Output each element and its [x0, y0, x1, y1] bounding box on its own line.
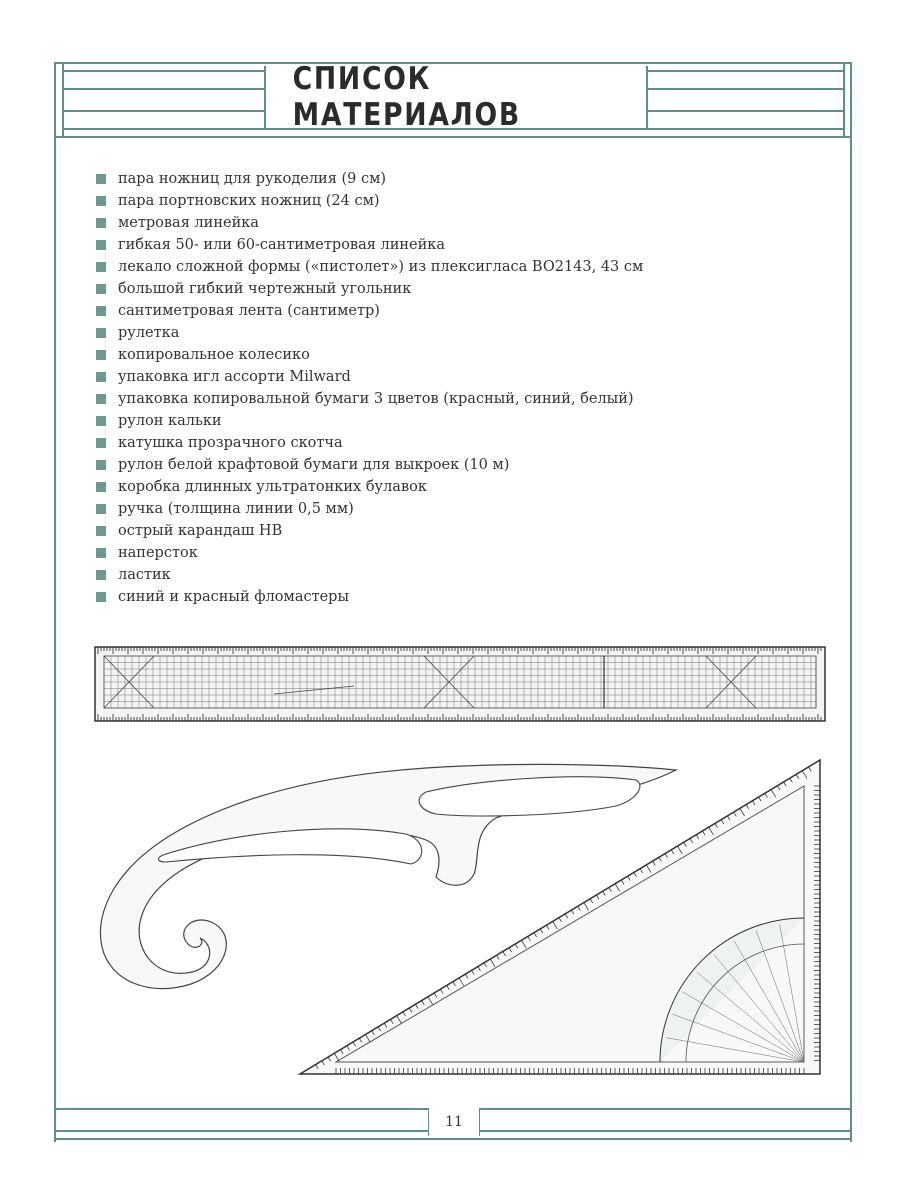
- frame-left-inner-line: [62, 62, 64, 138]
- bullet-icon: [96, 482, 106, 492]
- frame-top-line-5: [62, 110, 264, 112]
- bullet-icon: [96, 196, 106, 206]
- list-item: синий и красный фломастеры: [96, 586, 643, 608]
- bullet-icon: [96, 548, 106, 558]
- list-item: большой гибкий чертежный угольник: [96, 278, 643, 300]
- list-item: ластик: [96, 564, 643, 586]
- list-item: ручка (толщина линии 0,5 мм): [96, 498, 643, 520]
- list-item: пара ножниц для рукоделия (9 см): [96, 168, 643, 190]
- bullet-icon: [96, 460, 106, 470]
- bullet-icon: [96, 240, 106, 250]
- list-item: упаковка игл ассорти Milward: [96, 366, 643, 388]
- frame-top-line-6: [644, 110, 844, 112]
- header-box: [264, 61, 648, 133]
- list-item: наперсток: [96, 542, 643, 564]
- list-item: рулон белой крафтовой бумаги для выкроек (10 м): [96, 454, 643, 476]
- bullet-icon: [96, 438, 106, 448]
- list-item: упаковка копировальной бумаги 3 цветов (красный, синий, белый): [96, 388, 643, 410]
- list-item: сантиметровая лента (сантиметр): [96, 300, 643, 322]
- frame-top-line-3: [62, 88, 264, 90]
- page-number: 11: [445, 1114, 463, 1130]
- materials-list: [96, 168, 643, 608]
- bullet-icon: [96, 416, 106, 426]
- ruler-illustration: [94, 646, 826, 722]
- frame-top-line-4: [644, 88, 844, 90]
- list-item: гибкая 50- или 60-сантиметровая линейка: [96, 234, 643, 256]
- list-item: коробка длинных ультратонких булавок: [96, 476, 643, 498]
- bullet-icon: [96, 504, 106, 514]
- frame-right-inner-line: [843, 62, 845, 138]
- list-item: рулетка: [96, 322, 643, 344]
- bullet-icon: [96, 218, 106, 228]
- frame-right-line: [850, 62, 852, 1142]
- bullet-icon: [96, 592, 106, 602]
- bullet-icon: [96, 262, 106, 272]
- list-item: пара портновских ножниц (24 см): [96, 190, 643, 212]
- bullet-icon: [96, 328, 106, 338]
- frame-left-line: [54, 62, 56, 1142]
- bullet-icon: [96, 570, 106, 580]
- list-item: лекало сложной формы («пистолет») из плексигласа BO2143, 43 см: [96, 256, 643, 278]
- list-item: катушка прозрачного скотча: [96, 432, 643, 454]
- list-item: копировальное колесико: [96, 344, 643, 366]
- bullet-icon: [96, 526, 106, 536]
- page-title: СПИСОК МАТЕРИАЛОВ: [292, 61, 521, 133]
- list-item: острый карандаш HB: [96, 520, 643, 542]
- bullet-icon: [96, 174, 106, 184]
- bullet-icon: [96, 372, 106, 382]
- bullet-icon: [96, 350, 106, 360]
- frame-bottom-line-3: [54, 1138, 852, 1140]
- list-item: рулон кальки: [96, 410, 643, 432]
- bullet-icon: [96, 306, 106, 316]
- page-number-box: [428, 1108, 480, 1136]
- list-item: метровая линейка: [96, 212, 643, 234]
- bullet-icon: [96, 394, 106, 404]
- triangle-protractor-illustration: [296, 756, 826, 1078]
- frame-top-line-8: [54, 136, 852, 138]
- bullet-icon: [96, 284, 106, 294]
